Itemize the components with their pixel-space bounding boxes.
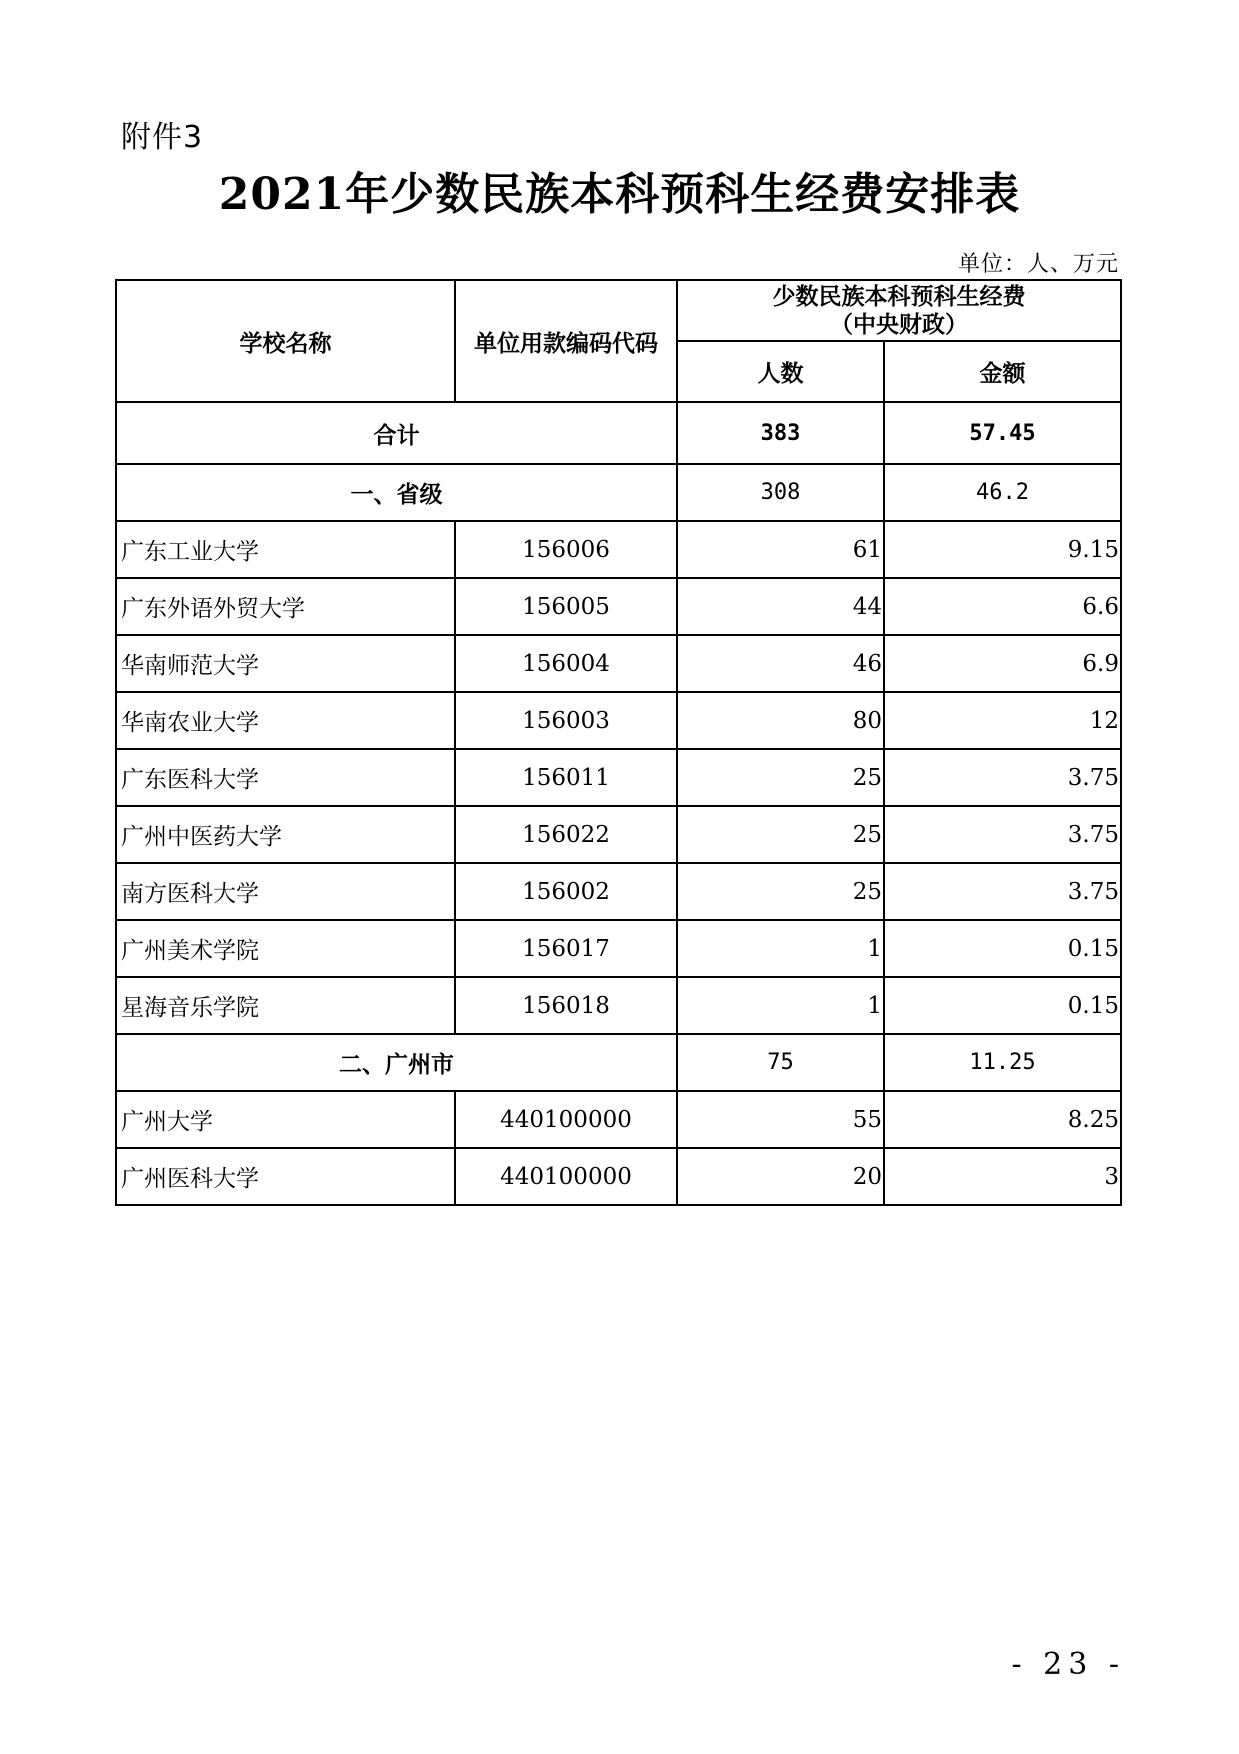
section-amount: 46.2 (884, 464, 1121, 521)
unit-code: 156003 (455, 692, 677, 749)
table-row (116, 920, 1121, 977)
fund-amount: 12 (884, 692, 1121, 749)
school-name: 广州中医药大学 (116, 806, 455, 863)
table-row (116, 977, 1121, 1034)
table-row (116, 749, 1121, 806)
student-count: 20 (677, 1148, 884, 1205)
school-name: 广州大学 (116, 1091, 455, 1148)
school-name: 华南农业大学 (116, 692, 455, 749)
total-count: 383 (677, 402, 884, 464)
section-amount: 11.25 (884, 1034, 1121, 1091)
unit-code: 156011 (455, 749, 677, 806)
section-label: 二、广州市 (116, 1034, 677, 1091)
fund-amount: 3.75 (884, 863, 1121, 920)
fund-amount: 3.75 (884, 749, 1121, 806)
unit-code: 156017 (455, 920, 677, 977)
attachment-label: 附件3 (121, 120, 204, 155)
unit-code: 156002 (455, 863, 677, 920)
header-unit-code: 单位用款编码代码 (455, 280, 677, 402)
document-title: 2021年少数民族本科预科生经费安排表 (218, 169, 1021, 220)
header-school-name: 学校名称 (116, 280, 455, 402)
funding-table (115, 279, 1122, 1206)
section-row (116, 1034, 1121, 1091)
school-name: 广州医科大学 (116, 1148, 455, 1205)
header-amount: 金额 (884, 341, 1121, 402)
table-row (116, 1091, 1121, 1148)
school-name: 华南师范大学 (116, 635, 455, 692)
table-row (116, 1148, 1121, 1205)
school-name: 广东工业大学 (116, 521, 455, 578)
table-row (116, 863, 1121, 920)
page-number: - 23 - (1011, 1647, 1125, 1682)
student-count: 25 (677, 863, 884, 920)
fund-amount: 6.9 (884, 635, 1121, 692)
fund-amount: 3 (884, 1148, 1121, 1205)
unit-note: 单位：人、万元 (957, 252, 1119, 277)
student-count: 46 (677, 635, 884, 692)
total-row (116, 402, 1121, 464)
school-name: 广东外语外贸大学 (116, 578, 455, 635)
unit-code: 440100000 (455, 1148, 677, 1205)
student-count: 80 (677, 692, 884, 749)
fund-amount: 0.15 (884, 977, 1121, 1034)
unit-code: 156006 (455, 521, 677, 578)
student-count: 55 (677, 1091, 884, 1148)
unit-code: 156018 (455, 977, 677, 1034)
unit-code: 440100000 (455, 1091, 677, 1148)
unit-code: 156022 (455, 806, 677, 863)
header-fund-title: 少数民族本科预科生经费 (772, 283, 1026, 310)
unit-code: 156004 (455, 635, 677, 692)
header-fund-group (677, 280, 1121, 341)
total-amount: 57.45 (884, 402, 1121, 464)
student-count: 25 (677, 806, 884, 863)
section-label: 一、省级 (116, 464, 677, 521)
table-row (116, 692, 1121, 749)
section-count: 308 (677, 464, 884, 521)
header-fund-subtitle: （中央财政） (830, 311, 968, 338)
table-row (116, 635, 1121, 692)
header-count: 人数 (677, 341, 884, 402)
fund-amount: 0.15 (884, 920, 1121, 977)
unit-code: 156005 (455, 578, 677, 635)
table-row (116, 521, 1121, 578)
table-row (116, 578, 1121, 635)
school-name: 广东医科大学 (116, 749, 455, 806)
section-row (116, 464, 1121, 521)
fund-amount: 6.6 (884, 578, 1121, 635)
fund-amount: 8.25 (884, 1091, 1121, 1148)
table-row (116, 806, 1121, 863)
student-count: 1 (677, 977, 884, 1034)
student-count: 61 (677, 521, 884, 578)
total-label: 合计 (116, 402, 677, 464)
section-count: 75 (677, 1034, 884, 1091)
school-name: 南方医科大学 (116, 863, 455, 920)
student-count: 1 (677, 920, 884, 977)
school-name: 星海音乐学院 (116, 977, 455, 1034)
fund-amount: 3.75 (884, 806, 1121, 863)
student-count: 25 (677, 749, 884, 806)
fund-amount: 9.15 (884, 521, 1121, 578)
school-name: 广州美术学院 (116, 920, 455, 977)
student-count: 44 (677, 578, 884, 635)
header-row (116, 280, 1121, 341)
